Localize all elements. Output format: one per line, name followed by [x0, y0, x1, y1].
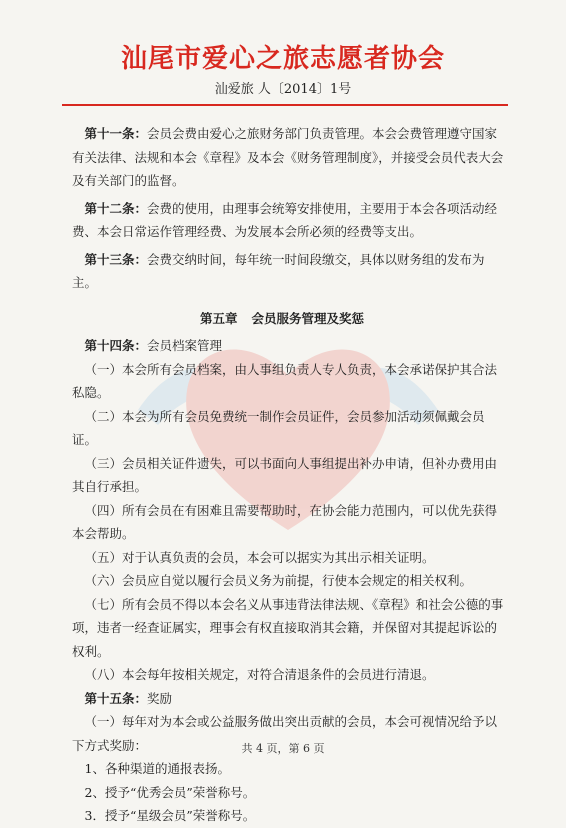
article-text: 会费的使用，由理事会统筹安排使用，主要用于本会各项活动经费、本会日常运作管理经费、为发展本会所必须的经费等支出。 — [72, 200, 498, 239]
article-label: 第十三条： — [84, 251, 148, 267]
list-item: （七）所有会员不得以本会名义从事违背法律法规、《章程》和社会公德的事项，违者一经查证属实，理事会有权直接取消其会籍，并保留对其提起诉讼的权利。 — [72, 596, 504, 659]
article-label: 第十四条： — [84, 338, 148, 353]
article-11 — [72, 122, 506, 193]
article-text: 会费交纳时间，每年统一时间段缴交，具体以财务组的发布为主。 — [72, 251, 485, 290]
article-12 — [72, 197, 506, 244]
article-text: 奖励 — [147, 690, 173, 706]
article-text: 会员会费由爱心之旅财务部门负责管理。本会会费管理遵守国家有关法律、法规和本会《章程》及本会《财务管理制度》，并接受会员代表大会及有关部门的监督。 — [72, 126, 504, 188]
list-item: （六）会员应自觉以履行会员义务为前提，行使本会规定的相关权利。 — [84, 573, 473, 588]
article-13 — [72, 248, 506, 295]
list-item: 3．授予“星级会员”荣誉称号。 — [84, 808, 256, 823]
document-number: 汕爱旅 人〔2014〕1号 — [214, 82, 352, 97]
list-item: （二）本会为所有会员免费统一制作会员证件，会员参加活动须佩戴会员证。 — [72, 408, 485, 447]
list-item: （三）会员相关证件遗失，可以书面向人事组提出补办申请，但补办费用由其自行承担。 — [72, 455, 498, 494]
list-item: （四）所有会员在有困难且需要帮助时，在协会能力范围内，可以优先获得本会帮助。 — [72, 502, 498, 541]
list-item: （一）本会所有会员档案，由人事组负责人专人负责，本会承诺保护其合法私隐。 — [72, 361, 498, 400]
article-text: 会员档案管理 — [147, 338, 223, 353]
list-item: 2、授予“优秀会员”荣誉称号。 — [84, 784, 256, 800]
article-label: 第十一条： — [84, 126, 148, 141]
list-item: 1、各种渠道的通报表扬。 — [84, 761, 230, 776]
list-item: （八）本会每年按相关规定，对符合清退条件的会员进行清退。 — [84, 667, 435, 682]
article-label: 第十五条： — [84, 690, 148, 706]
list-item: （五）对于认真负责的会员，本会可以据实为其出示相关证明。 — [84, 549, 435, 565]
header-title: 汕尾市爱心之旅志愿者协会 — [120, 44, 445, 74]
chapter-title: 会员服务管理及奖惩 — [251, 310, 365, 326]
chapter-number: 第五章 — [199, 310, 238, 326]
document-body — [72, 122, 506, 828]
article-14 — [72, 334, 506, 358]
reward-intro: （一）每年对为本会或公益服务做出突出贡献的会员，本会可视情况给予以下方式奖励： — [72, 714, 498, 753]
article-label: 第十二条： — [84, 200, 148, 216]
page-footer: 共 4 页，第 6 页 — [241, 742, 325, 755]
chapter-heading — [72, 307, 506, 331]
red-rule-divider — [62, 104, 508, 106]
article-15 — [72, 687, 506, 711]
